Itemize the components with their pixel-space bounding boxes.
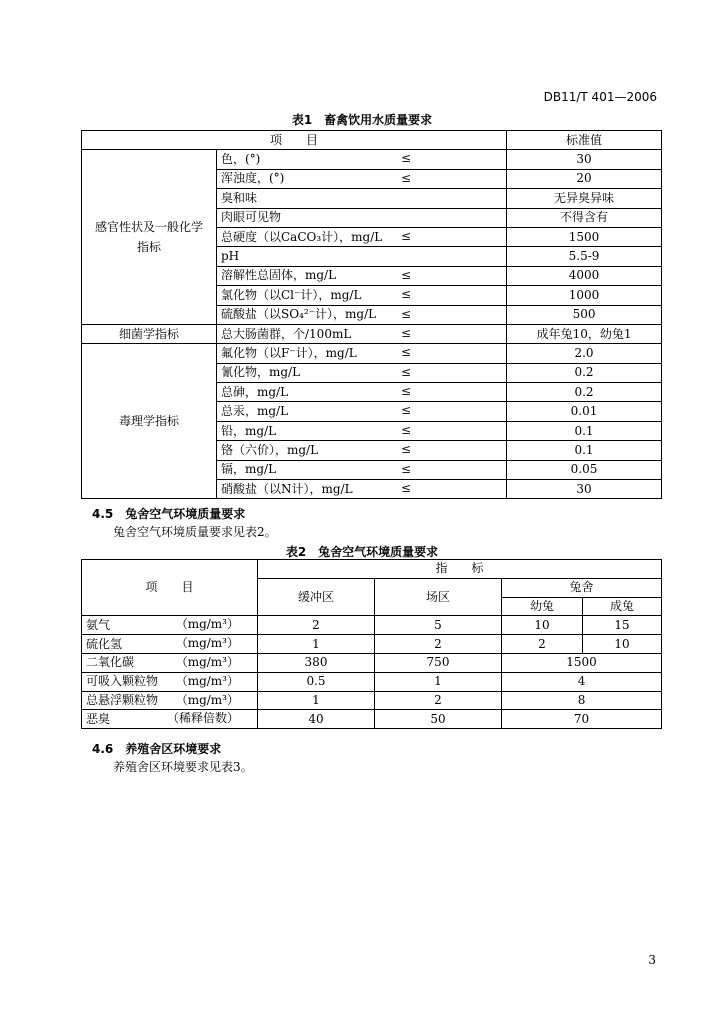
pollutant-name [82, 653, 258, 672]
lte-symbol: ≤ [401, 461, 412, 476]
yard-value: 750 [375, 653, 502, 672]
item-label: 总硬度（以CaCO₃计），mg/L [221, 229, 383, 244]
pollutant-label: 恶臭 [86, 711, 111, 726]
buffer-value: 2 [258, 616, 375, 635]
item-name [217, 169, 507, 188]
table2-col-indicator: 指 标 [258, 560, 662, 579]
pollutant-unit: （mg/m³） [175, 617, 239, 632]
item-name [217, 480, 507, 499]
table2-caption: 表2 兔舍空气环境质量要求 [285, 545, 439, 559]
pollutant-name [82, 710, 258, 729]
table1-header-row [82, 131, 662, 150]
table1-row [82, 150, 662, 169]
lte-symbol: ≤ [401, 364, 412, 379]
standard-value: 5.5-9 [507, 247, 662, 266]
yard-value: 1 [375, 672, 502, 691]
pollutant-unit: （mg/m³） [175, 673, 239, 688]
item-label: 总大肠菌群，个/100mL [221, 326, 352, 341]
group-toxicology: 毒理学指标 [82, 344, 217, 499]
table2-col-yard: 场区 [375, 578, 502, 616]
lte-symbol: ≤ [401, 170, 412, 185]
lte-symbol: ≤ [401, 306, 412, 321]
lte-symbol: ≤ [401, 442, 412, 457]
table1-col-standard: 标准值 [507, 131, 662, 150]
item-name [217, 286, 507, 305]
item-label: 氰化物，mg/L [221, 365, 301, 380]
standard-value: 1500 [507, 227, 662, 246]
standard-value: 0.05 [507, 460, 662, 479]
item-name [217, 208, 507, 227]
item-label: 硝酸盐（以N计），mg/L [221, 481, 353, 496]
item-label: 总汞，mg/L [221, 404, 289, 419]
pollutant-name [82, 635, 258, 654]
pollutant-label: 硫化氢 [86, 636, 123, 651]
table1-water-quality [81, 130, 662, 499]
pollutant-unit: （mg/m³） [175, 692, 239, 707]
standard-value: 4000 [507, 266, 662, 285]
item-name [217, 247, 507, 266]
standard-value: 0.2 [507, 383, 662, 402]
lte-symbol: ≤ [401, 287, 412, 302]
item-label: 氯化物（以Cl⁻计），mg/L [221, 287, 362, 302]
table2-header-row-1 [82, 560, 662, 579]
item-name [217, 324, 507, 343]
yard-value: 5 [375, 616, 502, 635]
item-name [217, 266, 507, 285]
buffer-value: 40 [258, 710, 375, 729]
section-4-5-text: 兔舍空气环境质量要求见表2。 [113, 525, 277, 539]
standard-value: 20 [507, 169, 662, 188]
yard-value: 2 [375, 635, 502, 654]
pollutant-name [82, 672, 258, 691]
lte-symbol: ≤ [401, 325, 412, 340]
item-name [217, 305, 507, 324]
pollutant-label: 二氧化碳 [86, 655, 135, 670]
item-label: 镉，mg/L [221, 462, 277, 477]
item-name [217, 421, 507, 440]
adult-value: 10 [583, 635, 662, 654]
standard-value: 成年兔10，幼兔1 [507, 324, 662, 343]
standard-value: 30 [507, 480, 662, 499]
item-name [217, 402, 507, 421]
section-4-5-heading: 4.5 兔舍空气环境质量要求 [92, 507, 246, 521]
table2-row [82, 691, 662, 710]
standard-value: 500 [507, 305, 662, 324]
table2-row [82, 635, 662, 654]
house-value: 1500 [502, 653, 662, 672]
standard-value: 0.2 [507, 363, 662, 382]
item-label: 氟化物（以F⁻计），mg/L [221, 345, 357, 360]
young-value: 2 [502, 635, 583, 654]
group-sensory: 感官性状及一般化学指标 [82, 150, 217, 325]
standard-value: 0.1 [507, 421, 662, 440]
lte-symbol: ≤ [401, 403, 412, 418]
adult-value: 15 [583, 616, 662, 635]
buffer-value: 0.5 [258, 672, 375, 691]
group-bacteriology: 细菌学指标 [82, 324, 217, 343]
standard-value: 1000 [507, 286, 662, 305]
table1-col-item: 项 目 [82, 131, 507, 150]
young-value: 10 [502, 616, 583, 635]
pollutant-unit: （mg/m³） [175, 636, 239, 651]
table2-col-house: 兔舍 [502, 578, 662, 597]
section-4-6-text: 养殖舍区环境要求见表3。 [113, 760, 253, 774]
lte-symbol: ≤ [401, 228, 412, 243]
item-label: 铅，mg/L [221, 423, 277, 438]
buffer-value: 1 [258, 635, 375, 654]
table2-air-quality [81, 559, 662, 729]
pollutant-label: 氨气 [86, 617, 111, 632]
item-label: 溶解性总固体，mg/L [221, 268, 337, 283]
table1-row [82, 324, 662, 343]
standard-value: 30 [507, 150, 662, 169]
pollutant-unit: （mg/m³） [175, 654, 239, 669]
house-value: 8 [502, 691, 662, 710]
standard-value: 不得含有 [507, 208, 662, 227]
pollutant-name [82, 616, 258, 635]
item-name [217, 441, 507, 460]
yard-value: 50 [375, 710, 502, 729]
pollutant-label: 总悬浮颗粒物 [86, 692, 159, 707]
table1-row [82, 344, 662, 363]
pollutant-label: 可吸入颗粒物 [86, 674, 159, 689]
lte-symbol: ≤ [401, 422, 412, 437]
item-label: 总砷，mg/L [221, 384, 289, 399]
yard-value: 2 [375, 691, 502, 710]
buffer-value: 380 [258, 653, 375, 672]
item-label: 肉眼可见物 [221, 210, 282, 225]
item-name [217, 460, 507, 479]
item-name [217, 150, 507, 169]
standard-value: 2.0 [507, 344, 662, 363]
table2-col-young: 幼兔 [502, 597, 583, 616]
pollutant-unit: （稀释倍数） [166, 711, 239, 726]
lte-symbol: ≤ [401, 481, 412, 496]
item-label: pH [221, 249, 240, 264]
item-name [217, 227, 507, 246]
house-value: 70 [502, 710, 662, 729]
table2-row [82, 653, 662, 672]
item-label: 铬（六价），mg/L [221, 442, 319, 457]
table1-caption: 表1 畜禽饮用水质量要求 [291, 113, 433, 127]
table2-col-adult: 成兔 [583, 597, 662, 616]
standard-code: DB11/T 401—2006 [543, 90, 657, 104]
lte-symbol: ≤ [401, 267, 412, 282]
item-label: 硫酸盐（以SO₄²⁻计），mg/L [221, 307, 377, 322]
lte-symbol: ≤ [401, 345, 412, 360]
item-name [217, 383, 507, 402]
standard-value: 无异臭异味 [507, 189, 662, 208]
item-name [217, 363, 507, 382]
table2-col-buffer: 缓冲区 [258, 578, 375, 616]
pollutant-name [82, 691, 258, 710]
table2-col-item: 项 目 [82, 560, 258, 616]
item-label: 臭和味 [221, 190, 258, 205]
buffer-value: 1 [258, 691, 375, 710]
item-name [217, 344, 507, 363]
lte-symbol: ≤ [401, 384, 412, 399]
item-name [217, 189, 507, 208]
table2-row [82, 616, 662, 635]
house-value: 4 [502, 672, 662, 691]
standard-value: 0.1 [507, 441, 662, 460]
section-4-6-heading: 4.6 养殖舍区环境要求 [92, 742, 222, 756]
lte-symbol: ≤ [401, 151, 412, 166]
table2-row [82, 672, 662, 691]
table2-row [82, 710, 662, 729]
item-label: 浑浊度，(°) [221, 171, 285, 186]
item-label: 色，(°) [221, 152, 261, 167]
page-number: 3 [648, 953, 656, 967]
standard-value: 0.01 [507, 402, 662, 421]
